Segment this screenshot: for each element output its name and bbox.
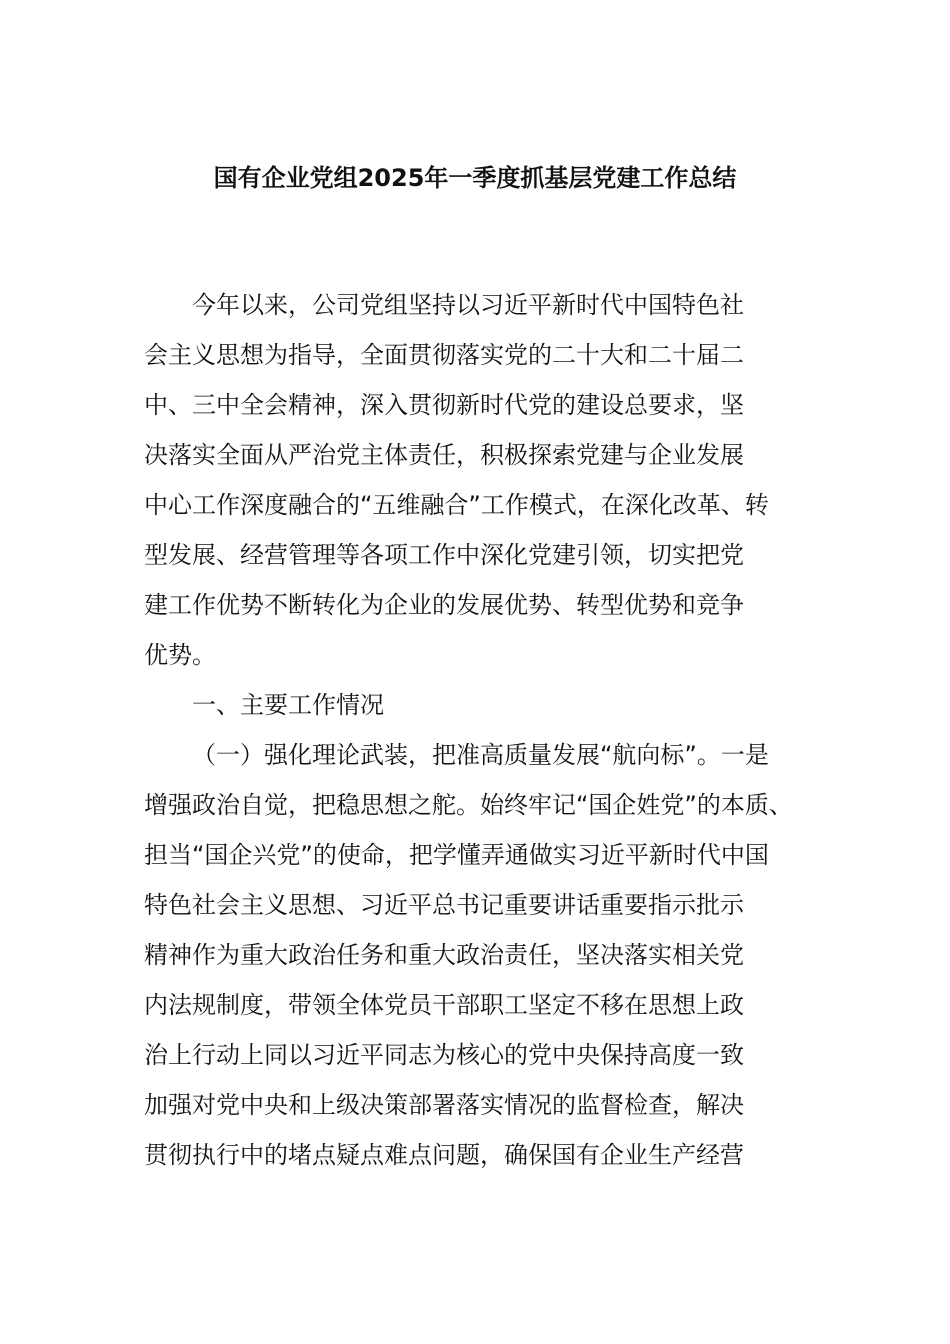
paragraph-line: 优势。 — [144, 641, 216, 669]
paragraph-line: 加强对党中央和上级决策部署落实情况的监督检查，解决 — [144, 1091, 744, 1119]
paragraph-line: 中心工作深度融合的“五维融合”工作模式，在深化改革、转 — [144, 491, 769, 519]
paragraph-line: 特色社会主义思想、习近平总书记重要讲话重要指示批示 — [144, 891, 744, 919]
paragraph-line: 增强政治自觉，把稳思想之舵。始终牢记“国企姓党”的本质、 — [144, 791, 793, 819]
paragraph-line: 精神作为重大政治任务和重大政治责任，坚决落实相关党 — [144, 941, 744, 969]
paragraph-line: 建工作优势不断转化为企业的发展优势、转型优势和竞争 — [144, 591, 744, 619]
section-heading: 一、主要工作情况 — [192, 691, 384, 719]
paragraph-line: 内法规制度，带领全体党员干部职工坚定不移在思想上政 — [144, 991, 744, 1019]
paragraph-line: 型发展、经营管理等各项工作中深化党建引领，切实把党 — [144, 541, 744, 569]
subsection-heading-line: （一）强化理论武装，把准高质量发展“航向标”。一是 — [192, 741, 769, 769]
document-title: 国有企业党组2025年一季度抓基层党建工作总结 — [213, 164, 737, 192]
paragraph-line: 决落实全面从严治党主体责任，积极探索党建与企业发展 — [144, 441, 744, 469]
document-body — [144, 280, 808, 1180]
paragraph-line: 担当“国企兴党”的使命，把学懂弄通做实习近平新时代中国 — [144, 841, 769, 869]
paragraph-line: 今年以来，公司党组坚持以习近平新时代中国特色社 — [192, 291, 744, 319]
paragraph-line: 会主义思想为指导，全面贯彻落实党的二十大和二十届二 — [144, 341, 744, 369]
paragraph-line: 贯彻执行中的堵点疑点难点问题，确保国有企业生产经营 — [144, 1141, 744, 1169]
paragraph-line: 中、三中全会精神，深入贯彻新时代党的建设总要求，坚 — [144, 391, 744, 419]
paragraph-line: 治上行动上同以习近平同志为核心的党中央保持高度一致 — [144, 1041, 744, 1069]
